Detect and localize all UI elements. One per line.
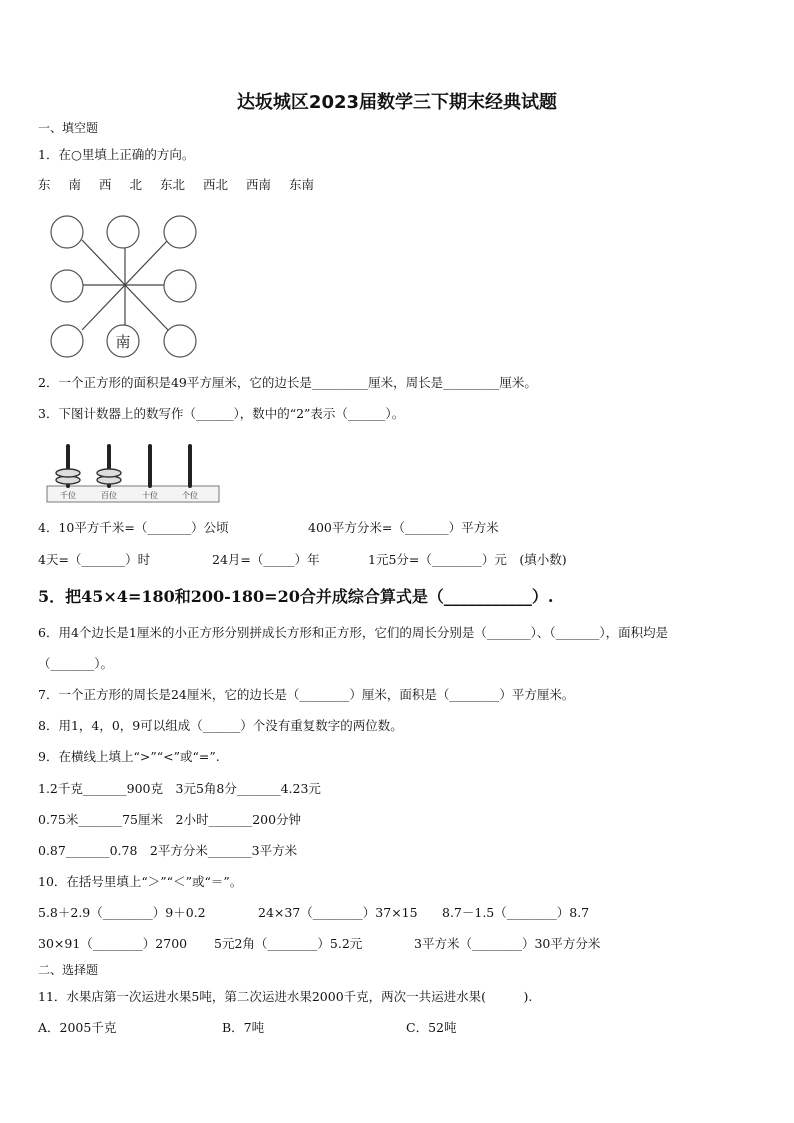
abacus-bead (97, 469, 121, 477)
question-4-part-2: 400平方分米=（_______）平方米 (308, 520, 499, 535)
direction-list (38, 177, 328, 193)
answer-circle (164, 270, 196, 302)
option-b: B．7吨 (222, 1020, 265, 1035)
question-9-row-2: 0.75米_______75厘米 2小时_______200分钟 (38, 812, 302, 827)
question-8: 8．用1，4，0，9可以组成（______）个没有重复数字的两位数。 (38, 718, 403, 733)
section-heading-fill-in: 一、填空题 (38, 121, 99, 135)
question-4-part-3: 4天=（_______）时 (38, 552, 151, 567)
question-1: 1．在○里填上正确的方向。 (38, 147, 195, 162)
direction-word: 西 (99, 177, 112, 192)
question-10: 10．在括号里填上“＞”“＜”或“＝”。 (38, 874, 243, 889)
direction-word: 东 (38, 177, 51, 192)
answer-circle (164, 325, 196, 357)
question-9-row-3: 0.87_______0.78 2平方分米_______3平方米 (38, 843, 298, 858)
question-4-part-4: 24月=（_____）年 (212, 552, 320, 567)
question-10-item: 30×91（________）2700 (38, 936, 188, 951)
answer-circle (107, 216, 139, 248)
question-5: 5．把45×4=180和200-180=20合并成综合算式是（___________）. (38, 587, 554, 606)
south-label: 南 (115, 333, 131, 351)
section-heading-choice: 二、选择题 (38, 963, 99, 977)
question-10-item: 24×37（________）37×15 (258, 905, 418, 920)
question-10-item: 5元2角（________）5.2元 (214, 936, 363, 951)
direction-word: 北 (129, 177, 143, 192)
question-9: 9．在横线上填上“>”“<”或“=”. (38, 749, 220, 764)
abacus-bead (56, 469, 80, 477)
answer-circle (51, 325, 83, 357)
abacus-figure (46, 440, 222, 504)
direction-word: 西北 (203, 177, 229, 192)
abacus-label-thousands: 千位 (60, 491, 76, 500)
direction-word: 西南 (246, 177, 272, 192)
answer-circle (51, 216, 83, 248)
question-4-part-1: 4．10平方千米=（_______）公顷 (38, 520, 229, 535)
question-10-item: 3平方米（________）30平方分米 (414, 936, 601, 951)
question-11: 11．水果店第一次运进水果5吨，第二次运进水果2000千克，两次一共运进水果( ). (38, 989, 533, 1004)
question-2: 2．一个正方形的面积是49平方厘米，它的边长是_________厘米，周长是_________厘米。 (38, 375, 537, 390)
question-6-line-1: 6．用4个边长是1厘米的小正方形分别拼成长方形和正方形，它们的周长分别是（_______）、（_______），面积均是 (38, 625, 669, 640)
abacus-label-tens: 十位 (142, 491, 158, 500)
option-a: A．2005千克 (38, 1020, 117, 1035)
answer-circle (51, 270, 83, 302)
direction-word: 东北 (160, 177, 186, 192)
option-c: C．52吨 (406, 1020, 457, 1035)
question-6-line-2: （_______）。 (38, 656, 114, 671)
abacus-label-ones: 个位 (182, 491, 198, 500)
direction-word: 南 (68, 177, 82, 192)
question-7: 7．一个正方形的周长是24厘米，它的边长是（________）厘米，面积是（________）平方厘米。 (38, 687, 575, 702)
question-3: 3．下图计数器上的数写作（______），数中的“2”表示（______）。 (38, 406, 405, 421)
abacus-label-hundreds: 百位 (101, 491, 117, 500)
question-9-row-1: 1.2千克_______900克 3元5角8分_______4.23元 (38, 781, 321, 796)
question-10-item: 5.8＋2.9（________）9＋0.2 (38, 905, 206, 920)
question-10-item: 8.7－1.5（________）8.7 (442, 905, 590, 920)
direction-diagram (40, 210, 210, 360)
page-title: 达坂城区2023届数学三下期末经典试题 (236, 92, 558, 113)
answer-circle (164, 216, 196, 248)
direction-word: 东南 (289, 177, 315, 192)
question-4-part-5: 1元5分=（________）元 (填小数) (368, 552, 567, 567)
